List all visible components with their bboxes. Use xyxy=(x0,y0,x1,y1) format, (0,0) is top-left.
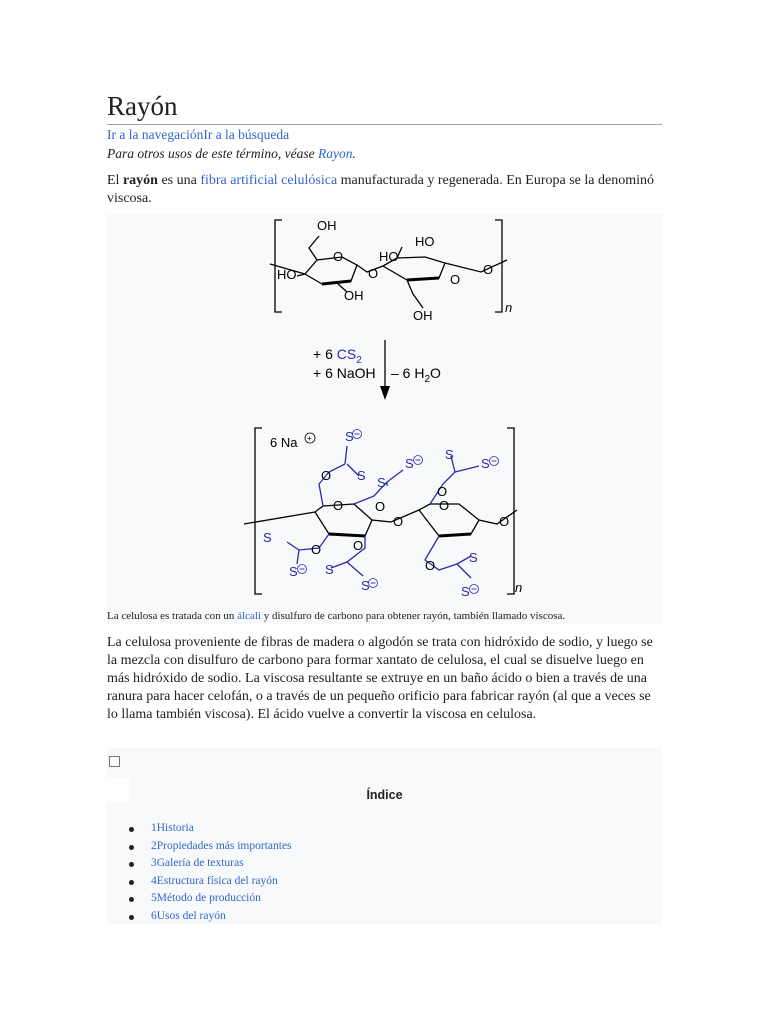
hatnote-suffix: . xyxy=(352,146,356,161)
label-s-9: S xyxy=(445,447,454,462)
reaction-figure xyxy=(107,214,662,624)
label-o-ring-2: O xyxy=(450,272,461,287)
label-s-6: S xyxy=(289,564,298,579)
label-o-x1: O xyxy=(321,468,332,483)
label-ho-left: HO xyxy=(277,267,297,282)
label-o-end: O xyxy=(483,262,494,277)
reaction-arrow-group xyxy=(313,340,441,400)
toc-item-propiedades[interactable]: 2Propiedades más importantes xyxy=(129,838,292,856)
jump-to-search-link[interactable]: Ir a la búsqueda xyxy=(203,127,290,142)
label-o-ring-b1: O xyxy=(333,498,344,513)
toc-item-historia[interactable]: 1Historia xyxy=(129,820,292,838)
toc-item-metodo[interactable]: 5Método de producción xyxy=(129,890,292,908)
label-o-x6: O xyxy=(425,558,436,573)
jump-links xyxy=(107,127,289,143)
hatnote xyxy=(107,146,356,162)
label-o-ring-b2: O xyxy=(439,498,450,513)
figure-caption xyxy=(107,610,662,622)
label-n-bottom: n xyxy=(515,580,523,595)
label-s-5: S xyxy=(263,530,272,545)
alcali-link[interactable]: álcali xyxy=(237,610,261,622)
toc-list xyxy=(129,820,292,926)
lead-paragraph xyxy=(107,172,662,208)
label-oh-bottom-right: OH xyxy=(413,308,433,323)
label-o-ring-1: O xyxy=(333,249,344,264)
label-s-10: S xyxy=(481,456,490,471)
body-paragraph: La celulosa proveniente de fibras de madera o algodón se trata con hidróxido de sodio, y luego se la mezcla con disulfuro de carbono para formar xantato de celulosa, el cual se disuelve luego en más hidróxido de sodio. La viscosa resultante se extruye en un baño ácido o bien a través de una ranura para hacer celofán, o a través de un pequeño orificio para fabricar rayón (al que a veces se lo llama también viscosa). El ácido vuelve a convertir la viscosa en celulosa. xyxy=(107,635,653,722)
hatnote-text: Para otros usos de este término, véase xyxy=(107,146,318,161)
label-s-8: S xyxy=(361,578,370,593)
toc-item-estructura[interactable]: 4Estructura física del rayón xyxy=(129,873,292,891)
label-s-4: S xyxy=(377,475,386,490)
xanthate-reaction-diagram xyxy=(107,214,662,614)
reagent-cs2: + 6 $CS_2$ xyxy=(313,346,362,366)
byproduct-water: – 6 $H_2O$ xyxy=(391,365,441,385)
table-of-contents xyxy=(107,748,662,924)
label-o-end-b: O xyxy=(499,514,510,529)
page-title: Rayón xyxy=(107,88,662,125)
label-s-7: S xyxy=(325,562,334,577)
label-oh-top-left: OH xyxy=(317,218,337,233)
lead-text-1: El xyxy=(107,173,123,188)
label-s-3: S xyxy=(405,456,414,471)
label-s-2: S xyxy=(357,468,366,483)
label-s-11: S xyxy=(469,550,478,565)
lead-text-3: manufacturada y regenerada. En Europa se la denominó viscosa. xyxy=(107,173,654,206)
label-ho-mid: HO xyxy=(379,249,399,264)
toc-item-galeria[interactable]: 3Galería de texturas xyxy=(129,855,292,873)
arrow-head-icon xyxy=(380,386,390,400)
toc-item-usos[interactable]: 6Usos del rayón xyxy=(129,908,292,926)
lead-text-2: es una xyxy=(157,173,201,188)
hatnote-rayon-link[interactable]: Rayon xyxy=(317,146,353,161)
label-o-x4: O xyxy=(353,538,364,553)
plus-sign: + xyxy=(307,434,312,443)
label-ho-top-right: HO xyxy=(415,234,435,249)
label-n-top: n xyxy=(505,300,513,315)
caption-text-2: y disulfuro de carbono para obtener rayón, también llamado viscosa. xyxy=(260,610,566,622)
toc-toggle-checkbox[interactable] xyxy=(109,756,120,767)
caption-text-1: La celulosa es tratada con un xyxy=(107,610,238,622)
label-o-x5: O xyxy=(311,542,322,557)
label-oh-bottom-left: OH xyxy=(344,288,364,303)
label-o-x3: O xyxy=(437,484,448,499)
lead-bold-term: rayón xyxy=(122,173,158,188)
toc-title: Índice xyxy=(366,788,403,802)
label-o-x2: O xyxy=(375,499,386,514)
fibra-artificial-link[interactable]: fibra artificial celulósica xyxy=(200,173,338,188)
cellulose-structure xyxy=(270,220,507,312)
reagent-naoh: + 6 NaOH xyxy=(313,365,376,381)
label-s-1: S xyxy=(345,429,354,444)
label-sodium: 6 Na xyxy=(270,435,298,450)
label-o-link: O xyxy=(368,266,379,281)
jump-to-navigation-link[interactable]: Ir a la navegación xyxy=(107,127,204,142)
label-s-12: S xyxy=(461,584,470,599)
label-o-link-b: O xyxy=(393,514,404,529)
